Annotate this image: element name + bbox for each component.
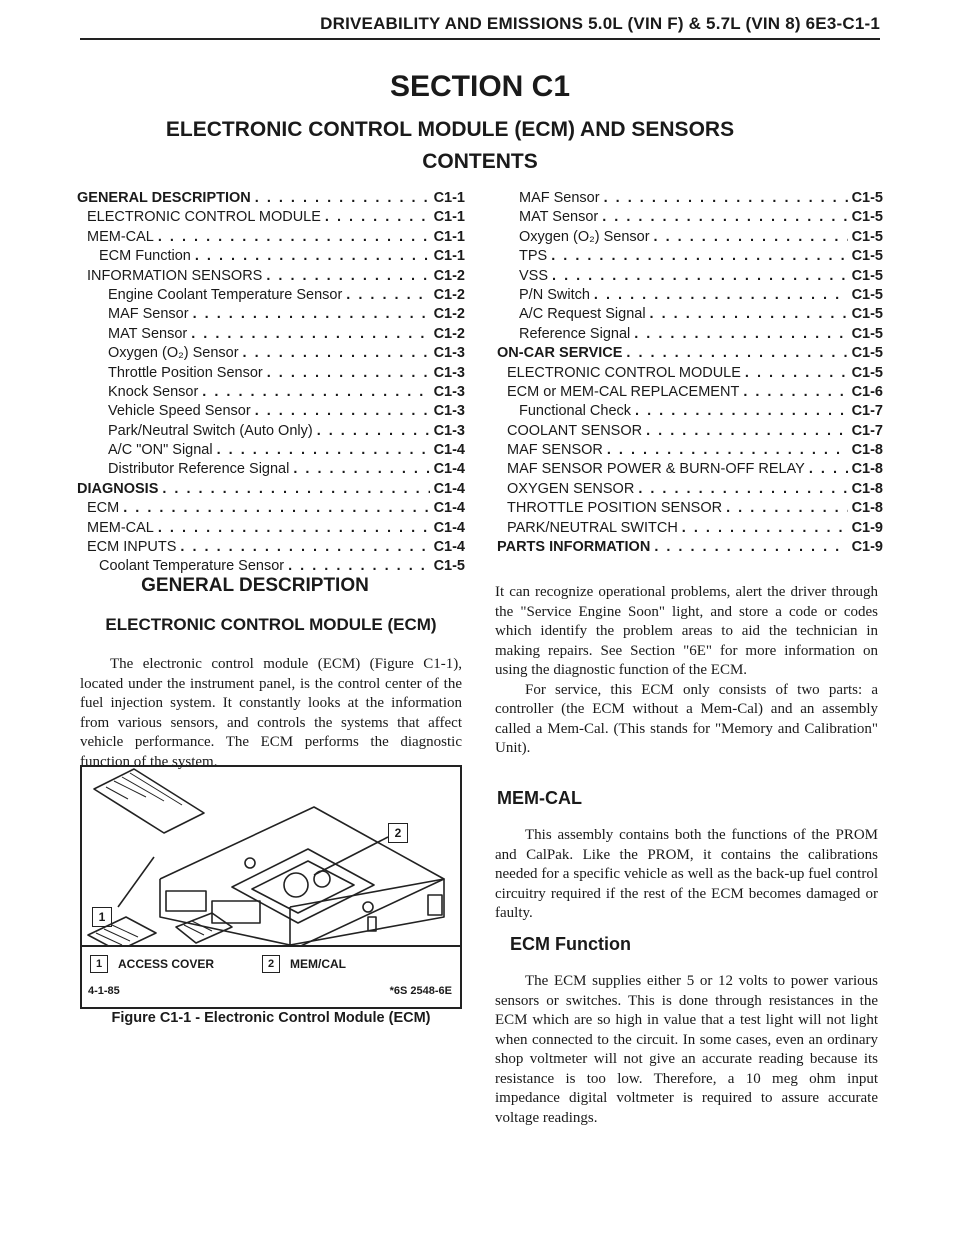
toc-entry-page: C1-5	[851, 267, 883, 284]
ecm-description	[80, 655, 462, 772]
toc-entry	[497, 190, 883, 209]
toc-entry-label: ON-CAR SERVICE	[497, 345, 623, 362]
toc-dot-leader	[346, 287, 429, 303]
legend-label: MEM/CAL	[290, 957, 346, 971]
toc-entry	[497, 209, 883, 228]
toc-dot-leader	[195, 248, 430, 264]
toc-entry-label: A/C "ON" Signal	[108, 442, 213, 459]
toc-entry-label: Distributor Reference Signal	[108, 461, 290, 478]
toc-entry-label: Knock Sensor	[108, 383, 199, 400]
toc-entry-page: C1-5	[851, 345, 883, 362]
memcal-heading: MEM-CAL	[497, 788, 582, 808]
toc-dot-leader	[654, 539, 847, 555]
toc-entry-label: P/N Switch	[519, 286, 590, 303]
toc-dot-leader	[634, 326, 847, 342]
toc-entry	[77, 481, 465, 500]
toc-entry-page: C1-9	[851, 539, 883, 556]
toc-dot-leader	[255, 403, 430, 419]
toc-entry-label: Park/Neutral Switch (Auto Only)	[108, 422, 313, 439]
figure-date: 4-1-85	[88, 985, 120, 997]
memcal-paragraph: This assembly contains both the functions of the PROM and CalPak. Like the PROM, it contains the calibrations needed for a specific vehicle as well as the back-up fuel control circuitry required if the rest of the ECM becomes damaged or faulty.	[495, 827, 878, 921]
toc-dot-leader	[255, 190, 430, 206]
toc-entry-page: C1-2	[433, 286, 465, 303]
toc-entry-label: Reference Signal	[519, 325, 631, 342]
toc-dot-leader	[650, 306, 848, 322]
toc-entry-page: C1-8	[851, 461, 883, 478]
toc-entry-label: ECM INPUTS	[87, 539, 177, 556]
toc-dot-leader	[193, 306, 430, 322]
toc-entry-page: C1-5	[851, 306, 883, 323]
toc-entry-page: C1-8	[851, 480, 883, 497]
toc-entry-label: MAF Sensor	[519, 190, 600, 206]
toc-entry	[497, 306, 883, 325]
ecm-function-description	[495, 972, 878, 1128]
toc-entry	[497, 345, 883, 364]
ecm-subheading: ELECTRONIC CONTROL MODULE (ECM)	[105, 615, 437, 634]
toc-entry-page: C1-3	[433, 345, 465, 362]
toc-entry-label: GENERAL DESCRIPTION	[77, 190, 251, 206]
toc-entry-page: C1-1	[433, 248, 465, 265]
toc-dot-leader	[266, 268, 429, 284]
toc-entry	[77, 384, 465, 403]
toc-entry-label: MEM-CAL	[87, 228, 154, 245]
ecm-illustration	[82, 767, 460, 945]
toc-entry	[77, 403, 465, 422]
access-cover-shape	[94, 769, 204, 833]
toc-entry-page: C1-3	[433, 403, 465, 420]
toc-entry	[497, 384, 883, 403]
toc-dot-leader	[602, 209, 847, 225]
toc-dot-leader	[202, 384, 429, 400]
toc-entry	[77, 268, 465, 287]
toc-entry-label: MAF SENSOR POWER & BURN-OFF RELAY	[507, 461, 805, 478]
toc-entry	[77, 326, 465, 345]
toc-dot-leader	[288, 558, 429, 574]
toc-dot-leader	[604, 190, 848, 206]
toc-entry-label: PARTS INFORMATION	[497, 539, 651, 556]
figure-ecm	[80, 765, 462, 1009]
toc-entry-page: C1-8	[851, 500, 883, 517]
toc-entry	[497, 326, 883, 345]
callout-2-number: 2	[394, 826, 402, 840]
toc-dot-leader	[626, 345, 847, 361]
toc-entry-label: OXYGEN SENSOR	[507, 480, 635, 497]
legend-label: ACCESS COVER	[118, 957, 215, 971]
toc-entry-page: C1-7	[851, 422, 883, 439]
toc-entry	[497, 461, 883, 480]
legend-item-access-cover	[90, 955, 214, 973]
toc-entry-page: C1-1	[433, 190, 465, 206]
toc-dot-leader	[607, 442, 848, 458]
toc-entry-label: MAT Sensor	[519, 209, 599, 226]
toc-entry-page: C1-5	[433, 558, 465, 575]
toc-entry-label: TPS	[519, 248, 548, 265]
toc-dot-leader	[180, 539, 429, 555]
toc-entry	[77, 461, 465, 480]
toc-entry	[77, 345, 465, 364]
toc-entry-page: C1-5	[851, 228, 883, 245]
ecm-function-paragraph: The ECM supplies either 5 or 12 volts to power various sensors or switches. This is done through resistances in the ECM which are so high in value that a test light will not light when connected to the circuit. In some cases, even an ordinary shop voltmeter will not give an accurate reading because its resistance is too low. Therefore, a 10 meg ohm input impedance digital voltmeter is required to assure accurate voltage readings.	[495, 973, 878, 1126]
toc-dot-leader	[743, 384, 847, 400]
toc-dot-leader	[267, 365, 430, 381]
toc-right-column	[497, 190, 883, 558]
toc-entry	[497, 248, 883, 267]
service-paragraph: For service, this ECM only consists of two parts: a controller (the ECM without a Mem-Cal) and an assembly called a Mem-Cal. (This stands for "Memory and Calibration" Unit).	[495, 681, 878, 756]
toc-entry-label: ECM or MEM-CAL REPLACEMENT	[507, 383, 740, 400]
legend-number-box: 1	[90, 955, 108, 973]
ecm-function-heading: ECM Function	[510, 934, 631, 954]
toc-entry-page: C1-4	[433, 461, 465, 478]
toc-dot-leader	[217, 442, 430, 458]
toc-entry	[77, 539, 465, 558]
toc-entry	[497, 287, 883, 306]
toc-entry-label: MEM-CAL	[87, 519, 154, 536]
header-rule	[80, 38, 880, 40]
toc-entry-page: C1-4	[433, 480, 465, 497]
toc-entry-page: C1-2	[433, 306, 465, 323]
toc-entry-label: Oxygen (O₂) Sensor	[519, 228, 650, 245]
toc-dot-leader	[682, 520, 848, 536]
memcal-description	[495, 826, 878, 924]
figure-caption: Figure C1-1 - Electronic Control Module (ECM)	[111, 1010, 431, 1026]
toc-entry	[497, 365, 883, 384]
toc-entry-page: C1-3	[433, 364, 465, 381]
toc-entry-label: Engine Coolant Temperature Sensor	[108, 286, 343, 303]
toc-entry-page: C1-5	[851, 325, 883, 342]
toc-entry-page: C1-8	[851, 442, 883, 459]
toc-entry-label: THROTTLE POSITION SENSOR	[507, 500, 723, 517]
toc-dot-leader	[243, 345, 430, 361]
toc-entry-page: C1-7	[851, 403, 883, 420]
toc-entry-label: PARK/NEUTRAL SWITCH	[507, 519, 678, 536]
toc-entry	[77, 442, 465, 461]
toc-entry-page: C1-3	[433, 383, 465, 400]
toc-entry-page: C1-1	[433, 228, 465, 245]
toc-dot-leader	[594, 287, 848, 303]
toc-dot-leader	[293, 461, 429, 477]
toc-dot-leader	[726, 500, 847, 516]
general-description-heading: GENERAL DESCRIPTION	[141, 575, 369, 596]
toc-entry	[497, 442, 883, 461]
toc-entry	[77, 306, 465, 325]
toc-entry-label: ECM Function	[99, 248, 191, 265]
toc-entry	[497, 520, 883, 539]
toc-entry	[497, 539, 883, 558]
page-header: DRIVEABILITY AND EMISSIONS 5.0L (VIN F) & 5.7L (VIN 8) 6E3-C1-1	[320, 14, 880, 33]
toc-entry	[77, 229, 465, 248]
toc-entry-label: COOLANT SENSOR	[507, 422, 643, 439]
toc-entry-label: Vehicle Speed Sensor	[108, 403, 251, 420]
legend-number-box: 2	[262, 955, 280, 973]
toc-entry-page: C1-5	[851, 364, 883, 381]
contents-title: CONTENTS	[422, 150, 538, 173]
toc-entry-page: C1-2	[433, 325, 465, 342]
toc-entry-page: C1-4	[433, 500, 465, 517]
toc-dot-leader	[317, 423, 430, 439]
toc-entry-page: C1-5	[851, 286, 883, 303]
toc-entry-label: Functional Check	[519, 403, 632, 420]
toc-dot-leader	[158, 229, 430, 245]
toc-entry	[497, 481, 883, 500]
toc-entry-label: A/C Request Signal	[519, 306, 646, 323]
toc-entry-label: INFORMATION SENSORS	[87, 267, 263, 284]
toc-entry	[497, 268, 883, 287]
toc-entry	[77, 520, 465, 539]
figure-code: *6S 2548-6E	[389, 985, 452, 997]
toc-entry-page: C1-1	[433, 209, 465, 226]
toc-entry-page: C1-4	[433, 442, 465, 459]
toc-entry	[497, 500, 883, 519]
toc-entry-label: Coolant Temperature Sensor	[99, 558, 285, 575]
toc-entry	[77, 209, 465, 228]
toc-entry-page: C1-9	[851, 519, 883, 536]
toc-dot-leader	[123, 500, 429, 516]
toc-dot-leader	[635, 403, 848, 419]
toc-dot-leader	[191, 326, 429, 342]
toc-entry	[77, 248, 465, 267]
toc-entry-label: MAF Sensor	[108, 306, 189, 323]
toc-dot-leader	[162, 481, 429, 497]
toc-entry-label: ECM	[87, 500, 120, 517]
toc-entry	[77, 423, 465, 442]
toc-entry-page: C1-5	[851, 190, 883, 206]
toc-entry	[497, 423, 883, 442]
callout-1-number: 1	[98, 910, 106, 924]
toc-dot-leader	[646, 423, 847, 439]
section-title: SECTION C1	[389, 70, 571, 103]
toc-entry	[77, 190, 465, 209]
toc-left-column	[77, 190, 465, 578]
module-title: ELECTRONIC CONTROL MODULE (ECM) AND SENSORS	[165, 118, 735, 141]
toc-entry-page: C1-5	[851, 248, 883, 265]
toc-entry	[77, 500, 465, 519]
toc-dot-leader	[158, 520, 430, 536]
toc-entry-label: ELECTRONIC CONTROL MODULE	[507, 364, 741, 381]
toc-dot-leader	[809, 461, 848, 477]
toc-entry-page: C1-2	[433, 267, 465, 284]
toc-dot-leader	[654, 229, 848, 245]
diagnostic-paragraph: It can recognize operational problems, alert the driver through the "Service Engine Soon" light, and store a code or codes which identify the problem areas to aid the technician in making repairs. See Section "6E" for more information on using the diagnostic function of the ECM.	[495, 584, 878, 678]
toc-entry	[77, 365, 465, 384]
toc-entry-page: C1-5	[851, 209, 883, 226]
toc-entry-label: DIAGNOSIS	[77, 480, 159, 497]
toc-dot-leader	[551, 248, 847, 264]
toc-dot-leader	[638, 481, 847, 497]
toc-entry-label: MAF SENSOR	[507, 442, 603, 459]
figure-legend	[82, 945, 460, 1007]
toc-entry	[497, 403, 883, 422]
toc-entry-label: Oxygen (O₂) Sensor	[108, 345, 239, 362]
toc-entry	[497, 229, 883, 248]
toc-entry-page: C1-6	[851, 383, 883, 400]
toc-entry-label: Throttle Position Sensor	[108, 364, 263, 381]
toc-entry-label: MAT Sensor	[108, 325, 188, 342]
toc-entry-page: C1-4	[433, 519, 465, 536]
ecm-paragraph: The electronic control module (ECM) (Figure C1-1), located under the instrument panel, is the control center of the fuel injection system. It constantly looks at the information from various sensors, and controls the systems that affect vehicle performance. The ECM performs the diagnostic function of the system.	[80, 656, 462, 770]
toc-entry-page: C1-4	[433, 539, 465, 556]
toc-dot-leader	[325, 209, 430, 225]
callout-1-box	[92, 907, 112, 927]
toc-entry	[77, 287, 465, 306]
callout-2-box	[388, 823, 408, 843]
diagnostic-description	[495, 583, 878, 759]
legend-item-memcal	[262, 955, 346, 973]
toc-dot-leader	[745, 365, 848, 381]
toc-dot-leader	[552, 268, 848, 284]
toc-entry-label: ELECTRONIC CONTROL MODULE	[87, 209, 321, 226]
toc-entry-label: VSS	[519, 267, 549, 284]
toc-entry-page: C1-3	[433, 422, 465, 439]
